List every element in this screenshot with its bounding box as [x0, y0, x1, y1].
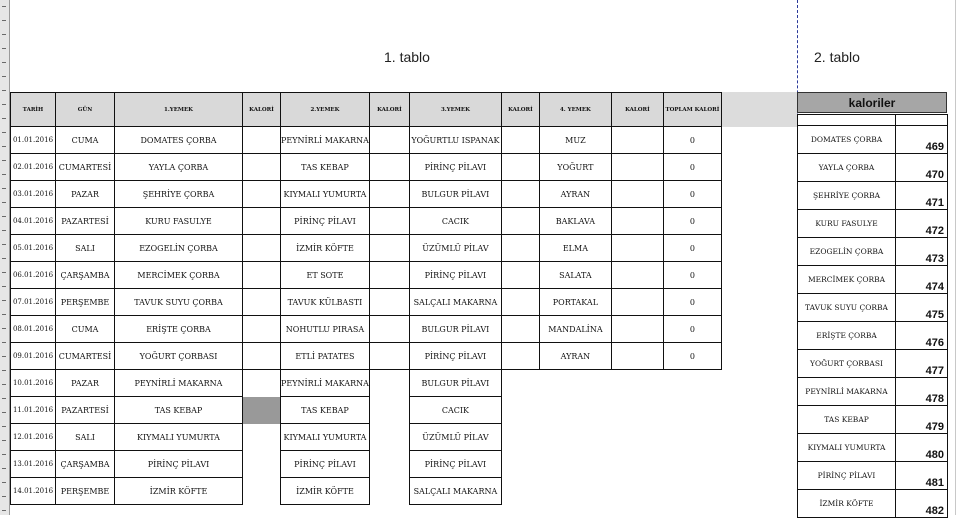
- total-calorie-cell[interactable]: [663, 424, 721, 451]
- ruler-tick: [2, 216, 6, 217]
- calorie-value-cell[interactable]: 480: [896, 434, 948, 462]
- total-calorie-cell[interactable]: 0: [663, 316, 721, 343]
- date-cell[interactable]: 14.01.2016: [11, 478, 56, 505]
- calorie2-cell[interactable]: [369, 262, 409, 289]
- calorie-value-cell[interactable]: 472: [896, 210, 948, 238]
- calorie4-cell[interactable]: [611, 208, 663, 235]
- ruler-tick: [2, 202, 6, 203]
- menu-table-header-row: [11, 93, 722, 127]
- dish3-cell[interactable]: ÜZÜMLÜ PİLAV: [409, 424, 501, 451]
- dish-name-cell[interactable]: KURU FASULYE: [798, 210, 896, 238]
- calorie4-cell[interactable]: [611, 424, 663, 451]
- calorie2-cell[interactable]: [369, 154, 409, 181]
- calorie2-cell[interactable]: [369, 424, 409, 451]
- calorie4-cell[interactable]: [611, 478, 663, 505]
- calorie2-cell[interactable]: [369, 235, 409, 262]
- dish4-cell[interactable]: AYRAN: [539, 343, 611, 370]
- date-cell[interactable]: 05.01.2016: [11, 235, 56, 262]
- ruler-tick: [2, 146, 6, 147]
- dish4-cell[interactable]: BAKLAVA: [539, 208, 611, 235]
- table-row: [11, 262, 722, 289]
- dish4-cell[interactable]: [539, 424, 611, 451]
- ruler-tick: [2, 398, 6, 399]
- ruler-tick: [2, 174, 6, 175]
- dish2-cell[interactable]: TAVUK KÜLBASTI: [281, 289, 370, 316]
- calorie4-cell[interactable]: [611, 343, 663, 370]
- calorie-value-cell[interactable]: 475: [896, 294, 948, 322]
- menu-table: [10, 92, 722, 505]
- header-band-extension: [718, 92, 798, 127]
- ruler-tick: [2, 90, 6, 91]
- column-header[interactable]: 3.YEMEK: [409, 93, 501, 127]
- dish3-cell[interactable]: ÜZÜMLÜ PİLAV: [409, 235, 501, 262]
- dish2-cell[interactable]: İZMİR KÖFTE: [281, 235, 370, 262]
- ruler-tick: [2, 426, 6, 427]
- calorie4-cell[interactable]: [611, 370, 663, 397]
- calorie-row: [798, 322, 948, 350]
- calorie1-cell[interactable]: [243, 343, 281, 370]
- ruler-tick: [2, 286, 6, 287]
- calorie-row: [798, 378, 948, 406]
- dish3-cell[interactable]: SALÇALI MAKARNA: [409, 478, 501, 505]
- ruler-tick: [2, 328, 6, 329]
- calorie3-cell[interactable]: [501, 154, 539, 181]
- dish4-cell[interactable]: MANDALİNA: [539, 316, 611, 343]
- table-row: [11, 154, 722, 181]
- table2-label: 2. tablo: [814, 49, 860, 65]
- calorie-value-cell[interactable]: 479: [896, 406, 948, 434]
- total-calorie-cell[interactable]: [663, 397, 721, 424]
- calorie-row: [798, 126, 948, 154]
- calorie1-cell[interactable]: [243, 235, 281, 262]
- dish3-cell[interactable]: CACIK: [409, 397, 501, 424]
- date-cell[interactable]: 01.01.2016: [11, 127, 56, 154]
- day-cell[interactable]: PAZARTESİ: [56, 397, 115, 424]
- day-cell[interactable]: CUMA: [56, 127, 115, 154]
- column-header[interactable]: KALORİ: [243, 93, 281, 127]
- dish3-cell[interactable]: PİRİNÇ PİLAVI: [409, 154, 501, 181]
- ruler-tick: [2, 160, 6, 161]
- ruler-tick: [2, 300, 6, 301]
- date-cell[interactable]: 02.01.2016: [11, 154, 56, 181]
- dish3-cell[interactable]: BULGUR PİLAVI: [409, 370, 501, 397]
- ruler-tick: [2, 6, 6, 7]
- column-header[interactable]: 4. YEMEK: [539, 93, 611, 127]
- calorie2-cell[interactable]: [369, 397, 409, 424]
- dish2-cell[interactable]: PEYNİRLİ MAKARNA: [281, 370, 370, 397]
- calorie4-cell[interactable]: [611, 397, 663, 424]
- table-row: [11, 316, 722, 343]
- day-cell[interactable]: PAZARTESİ: [56, 208, 115, 235]
- day-cell[interactable]: SALI: [56, 235, 115, 262]
- dish4-cell[interactable]: MUZ: [539, 127, 611, 154]
- dish4-cell[interactable]: [539, 397, 611, 424]
- calorie-value-cell[interactable]: 470: [896, 154, 948, 182]
- ruler-tick: [2, 454, 6, 455]
- calorie3-cell[interactable]: [501, 208, 539, 235]
- dish2-cell[interactable]: TAS KEBAP: [281, 154, 370, 181]
- day-cell[interactable]: CUMARTESİ: [56, 343, 115, 370]
- dish2-cell[interactable]: NOHUTLU PIRASA: [281, 316, 370, 343]
- table1-label: 1. tablo: [384, 49, 430, 65]
- dish4-cell[interactable]: AYRAN: [539, 181, 611, 208]
- calorie1-cell[interactable]: [243, 208, 281, 235]
- ruler-tick: [2, 482, 6, 483]
- calorie-row: [798, 490, 948, 518]
- ruler-tick: [2, 20, 6, 21]
- calorie1-cell[interactable]: [243, 154, 281, 181]
- calorie-table-spacer-row: [798, 115, 948, 126]
- empty-cell[interactable]: [896, 115, 948, 126]
- dish1-cell[interactable]: YOĞURT ÇORBASI: [115, 343, 243, 370]
- dish4-cell[interactable]: [539, 451, 611, 478]
- calorie4-cell[interactable]: [611, 451, 663, 478]
- dish1-cell[interactable]: PİRİNÇ PİLAVI: [115, 451, 243, 478]
- ruler-tick: [2, 356, 6, 357]
- table-row: [11, 181, 722, 208]
- calorie4-cell[interactable]: [611, 289, 663, 316]
- dish4-cell[interactable]: YOĞURT: [539, 154, 611, 181]
- total-calorie-cell[interactable]: 0: [663, 154, 721, 181]
- total-calorie-cell[interactable]: 0: [663, 127, 721, 154]
- table-row: [11, 127, 722, 154]
- calorie1-cell[interactable]: [243, 478, 281, 505]
- date-cell[interactable]: 11.01.2016: [11, 397, 56, 424]
- dish3-cell[interactable]: PİRİNÇ PİLAVI: [409, 262, 501, 289]
- day-cell[interactable]: ÇARŞAMBA: [56, 451, 115, 478]
- date-cell[interactable]: 08.01.2016: [11, 316, 56, 343]
- calorie-value-cell[interactable]: 477: [896, 350, 948, 378]
- row-header-strip: [0, 0, 10, 515]
- ruler-tick: [2, 370, 6, 371]
- calorie2-cell[interactable]: [369, 181, 409, 208]
- calorie1-cell[interactable]: [243, 316, 281, 343]
- calorie3-cell[interactable]: [501, 235, 539, 262]
- dish4-cell[interactable]: PORTAKAL: [539, 289, 611, 316]
- calorie2-cell[interactable]: [369, 127, 409, 154]
- calorie-row: [798, 182, 948, 210]
- day-cell[interactable]: PERŞEMBE: [56, 478, 115, 505]
- calorie2-cell[interactable]: [369, 316, 409, 343]
- day-cell[interactable]: SALI: [56, 424, 115, 451]
- ruler-tick: [2, 76, 6, 77]
- total-calorie-cell[interactable]: 0: [663, 235, 721, 262]
- day-cell[interactable]: PAZAR: [56, 181, 115, 208]
- calorie2-cell[interactable]: [369, 289, 409, 316]
- total-calorie-cell[interactable]: 0: [663, 208, 721, 235]
- ruler-tick: [2, 468, 6, 469]
- calorie-row: [798, 350, 948, 378]
- ruler-tick: [2, 34, 6, 35]
- calorie1-cell[interactable]: [243, 397, 281, 424]
- calorie1-cell[interactable]: [243, 289, 281, 316]
- table-row: [11, 424, 722, 451]
- calorie-value-cell[interactable]: 476: [896, 322, 948, 350]
- total-calorie-cell[interactable]: 0: [663, 343, 721, 370]
- calorie2-cell[interactable]: [369, 208, 409, 235]
- calorie3-cell[interactable]: [501, 478, 539, 505]
- ruler-tick: [2, 510, 6, 511]
- calorie-value-cell[interactable]: 474: [896, 266, 948, 294]
- date-cell[interactable]: 03.01.2016: [11, 181, 56, 208]
- ruler-tick: [2, 496, 6, 497]
- calorie3-cell[interactable]: [501, 451, 539, 478]
- calorie4-cell[interactable]: [611, 235, 663, 262]
- total-calorie-cell[interactable]: 0: [663, 262, 721, 289]
- dish2-cell[interactable]: KIYMALI YUMURTA: [281, 181, 370, 208]
- ruler-tick: [2, 258, 6, 259]
- calorie3-cell[interactable]: [501, 181, 539, 208]
- dish3-cell[interactable]: PİRİNÇ PİLAVI: [409, 451, 501, 478]
- dish3-cell[interactable]: YOĞURTLU ISPANAK: [409, 127, 501, 154]
- dish4-cell[interactable]: SALATA: [539, 262, 611, 289]
- total-calorie-cell[interactable]: [663, 370, 721, 397]
- calorie4-cell[interactable]: [611, 181, 663, 208]
- ruler-tick: [2, 440, 6, 441]
- calorie1-cell[interactable]: [243, 370, 281, 397]
- dish-name-cell[interactable]: TAVUK SUYU ÇORBA: [798, 294, 896, 322]
- total-calorie-cell[interactable]: [663, 451, 721, 478]
- dish2-cell[interactable]: PİRİNÇ PİLAVI: [281, 451, 370, 478]
- date-cell[interactable]: 09.01.2016: [11, 343, 56, 370]
- calorie-row: [798, 294, 948, 322]
- dish1-cell[interactable]: PEYNİRLİ MAKARNA: [115, 370, 243, 397]
- dish3-cell[interactable]: BULGUR PİLAVI: [409, 181, 501, 208]
- calorie-row: [798, 210, 948, 238]
- calorie1-cell[interactable]: [243, 262, 281, 289]
- ruler-tick: [2, 342, 6, 343]
- calorie1-cell[interactable]: [243, 424, 281, 451]
- kaloriler-header[interactable]: kaloriler: [797, 92, 947, 113]
- calorie4-cell[interactable]: [611, 154, 663, 181]
- calorie-row: [798, 266, 948, 294]
- dish-name-cell[interactable]: YAYLA ÇORBA: [798, 154, 896, 182]
- column-header[interactable]: KALORİ: [369, 93, 409, 127]
- date-cell[interactable]: 12.01.2016: [11, 424, 56, 451]
- ruler-tick: [2, 118, 6, 119]
- calorie4-cell[interactable]: [611, 316, 663, 343]
- column-header[interactable]: KALORİ: [501, 93, 539, 127]
- calorie2-cell[interactable]: [369, 370, 409, 397]
- dish1-cell[interactable]: TAVUK SUYU ÇORBA: [115, 289, 243, 316]
- dish2-cell[interactable]: PEYNİRLİ MAKARNA: [281, 127, 370, 154]
- total-calorie-cell[interactable]: 0: [663, 289, 721, 316]
- calorie4-cell[interactable]: [611, 127, 663, 154]
- dish1-cell[interactable]: MERCİMEK ÇORBA: [115, 262, 243, 289]
- column-header[interactable]: TOPLAM KALORİ: [663, 93, 721, 127]
- ruler-tick: [2, 384, 6, 385]
- dish3-cell[interactable]: CACIK: [409, 208, 501, 235]
- empty-cell[interactable]: [798, 115, 896, 126]
- column-header[interactable]: GÜN: [56, 93, 115, 127]
- total-calorie-cell[interactable]: 0: [663, 181, 721, 208]
- dish2-cell[interactable]: KIYMALI YUMURTA: [281, 424, 370, 451]
- day-cell[interactable]: ÇARŞAMBA: [56, 262, 115, 289]
- dish-name-cell[interactable]: KIYMALI YUMURTA: [798, 434, 896, 462]
- dish2-cell[interactable]: TAS KEBAP: [281, 397, 370, 424]
- dish4-cell[interactable]: ELMA: [539, 235, 611, 262]
- dish1-cell[interactable]: TAS KEBAP: [115, 397, 243, 424]
- calorie3-cell[interactable]: [501, 397, 539, 424]
- ruler-tick: [2, 188, 6, 189]
- dish2-cell[interactable]: PİRİNÇ PİLAVI: [281, 208, 370, 235]
- dish4-cell[interactable]: [539, 478, 611, 505]
- calorie2-cell[interactable]: [369, 451, 409, 478]
- calorie-row: [798, 238, 948, 266]
- ruler-tick: [2, 104, 6, 105]
- ruler-tick: [2, 244, 6, 245]
- calorie-value-cell[interactable]: 481: [896, 462, 948, 490]
- calorie-table: [797, 114, 948, 518]
- calorie-value-cell[interactable]: 478: [896, 378, 948, 406]
- calorie-row: [798, 462, 948, 490]
- dish-name-cell[interactable]: MERCİMEK ÇORBA: [798, 266, 896, 294]
- dish1-cell[interactable]: ŞEHRİYE ÇORBA: [115, 181, 243, 208]
- column-header[interactable]: 2.YEMEK: [281, 93, 370, 127]
- calorie-value-cell[interactable]: 471: [896, 182, 948, 210]
- calorie2-cell[interactable]: [369, 343, 409, 370]
- date-cell[interactable]: 07.01.2016: [11, 289, 56, 316]
- calorie3-cell[interactable]: [501, 127, 539, 154]
- table-row: [11, 289, 722, 316]
- column-header[interactable]: TARİH: [11, 93, 56, 127]
- dish-name-cell[interactable]: YOĞURT ÇORBASI: [798, 350, 896, 378]
- calorie3-cell[interactable]: [501, 316, 539, 343]
- ruler-tick: [2, 62, 6, 63]
- ruler-tick: [2, 272, 6, 273]
- calorie-value-cell[interactable]: 473: [896, 238, 948, 266]
- day-cell[interactable]: CUMARTESİ: [56, 154, 115, 181]
- calorie-row: [798, 406, 948, 434]
- dish1-cell[interactable]: KIYMALI YUMURTA: [115, 424, 243, 451]
- dish2-cell[interactable]: ET SOTE: [281, 262, 370, 289]
- dish1-cell[interactable]: İZMİR KÖFTE: [115, 478, 243, 505]
- dish2-cell[interactable]: İZMİR KÖFTE: [281, 478, 370, 505]
- column-header[interactable]: KALORİ: [611, 93, 663, 127]
- dish-name-cell[interactable]: TAS KEBAP: [798, 406, 896, 434]
- dish1-cell[interactable]: YAYLA ÇORBA: [115, 154, 243, 181]
- calorie-value-cell[interactable]: 469: [896, 126, 948, 154]
- table-row: [11, 478, 722, 505]
- dish1-cell[interactable]: DOMATES ÇORBA: [115, 127, 243, 154]
- date-cell[interactable]: 06.01.2016: [11, 262, 56, 289]
- calorie4-cell[interactable]: [611, 262, 663, 289]
- table-row: [11, 235, 722, 262]
- table-row: [11, 370, 722, 397]
- dish3-cell[interactable]: BULGUR PİLAVI: [409, 316, 501, 343]
- dish-name-cell[interactable]: PEYNİRLİ MAKARNA: [798, 378, 896, 406]
- dish1-cell[interactable]: ERİŞTE ÇORBA: [115, 316, 243, 343]
- dish4-cell[interactable]: [539, 370, 611, 397]
- calorie-row: [798, 434, 948, 462]
- day-cell[interactable]: CUMA: [56, 316, 115, 343]
- calorie3-cell[interactable]: [501, 370, 539, 397]
- table-row: [11, 208, 722, 235]
- ruler-tick: [2, 230, 6, 231]
- ruler-tick: [2, 48, 6, 49]
- dish1-cell[interactable]: EZOGELİN ÇORBA: [115, 235, 243, 262]
- calorie-value-cell[interactable]: 482: [896, 490, 948, 518]
- calorie-row: [798, 154, 948, 182]
- ruler-tick: [2, 314, 6, 315]
- calorie1-cell[interactable]: [243, 451, 281, 478]
- dish-name-cell[interactable]: İZMİR KÖFTE: [798, 490, 896, 518]
- table-row: [11, 397, 722, 424]
- table-row: [11, 451, 722, 478]
- ruler-tick: [2, 412, 6, 413]
- calorie3-cell[interactable]: [501, 424, 539, 451]
- day-cell[interactable]: PAZAR: [56, 370, 115, 397]
- date-cell[interactable]: 04.01.2016: [11, 208, 56, 235]
- dish-name-cell[interactable]: ERİŞTE ÇORBA: [798, 322, 896, 350]
- calorie1-cell[interactable]: [243, 127, 281, 154]
- calorie3-cell[interactable]: [501, 262, 539, 289]
- gridline: [955, 0, 956, 515]
- dish3-cell[interactable]: PİRİNÇ PİLAVI: [409, 343, 501, 370]
- dish2-cell[interactable]: ETLİ PATATES: [281, 343, 370, 370]
- date-cell[interactable]: 10.01.2016: [11, 370, 56, 397]
- day-cell[interactable]: PERŞEMBE: [56, 289, 115, 316]
- calorie1-cell[interactable]: [243, 181, 281, 208]
- dish3-cell[interactable]: SALÇALI MAKARNA: [409, 289, 501, 316]
- calorie3-cell[interactable]: [501, 289, 539, 316]
- total-calorie-cell[interactable]: [663, 478, 721, 505]
- dish-name-cell[interactable]: DOMATES ÇORBA: [798, 126, 896, 154]
- column-header[interactable]: 1.YEMEK: [115, 93, 243, 127]
- ruler-tick: [2, 132, 6, 133]
- table-row: [11, 343, 722, 370]
- dish-name-cell[interactable]: ŞEHRİYE ÇORBA: [798, 182, 896, 210]
- dish-name-cell[interactable]: PİRİNÇ PİLAVI: [798, 462, 896, 490]
- calorie3-cell[interactable]: [501, 343, 539, 370]
- calorie2-cell[interactable]: [369, 478, 409, 505]
- dish1-cell[interactable]: KURU FASULYE: [115, 208, 243, 235]
- date-cell[interactable]: 13.01.2016: [11, 451, 56, 478]
- dish-name-cell[interactable]: EZOGELİN ÇORBA: [798, 238, 896, 266]
